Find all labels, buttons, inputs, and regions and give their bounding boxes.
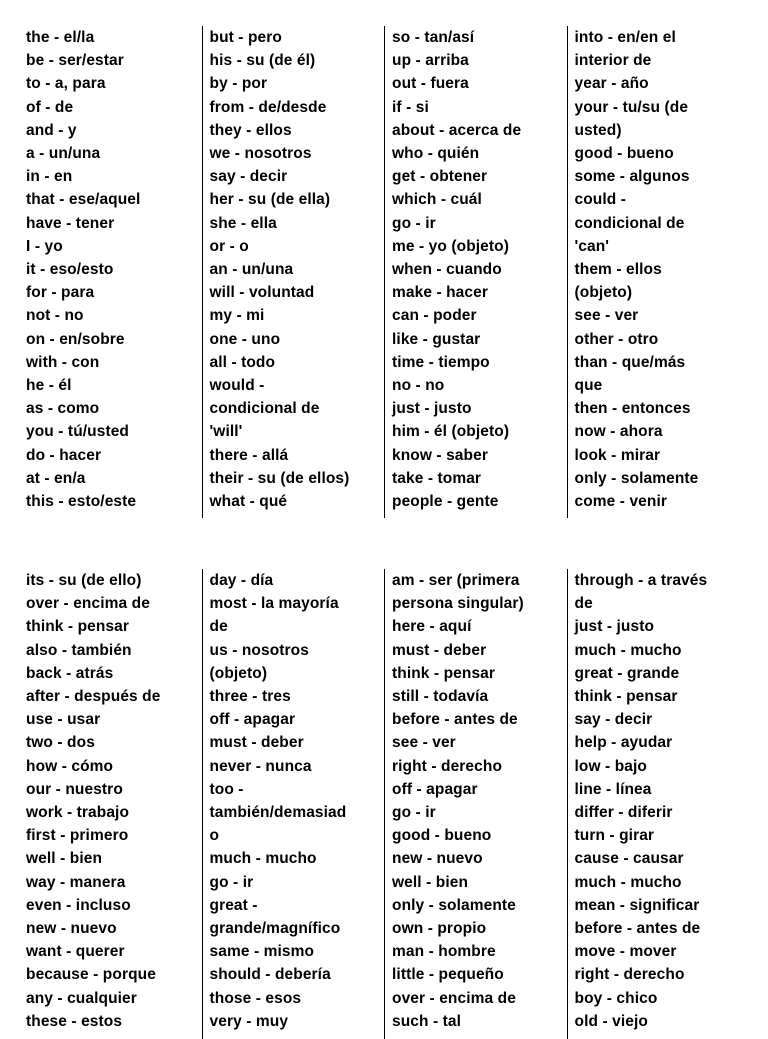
vocabulary-entry: be - ser/estar bbox=[26, 52, 124, 70]
vocabulary-entry: an - un/una bbox=[209, 261, 294, 279]
vocabulary-entry: them - ellos bbox=[574, 261, 662, 279]
vocabulary-entry: well - bien bbox=[392, 873, 469, 891]
vocabulary-column-3 bbox=[384, 569, 567, 1039]
vocabulary-entry: who - quién bbox=[392, 145, 480, 163]
vocabulary-entry: go - ir bbox=[209, 873, 254, 891]
vocabulary-entry: never - nunca bbox=[209, 757, 312, 775]
vocabulary-entry: interior de bbox=[574, 52, 652, 70]
vocabulary-entry: a - un/una bbox=[26, 145, 101, 163]
vocabulary-entry: no - no bbox=[392, 377, 445, 395]
vocabulary-column-1 bbox=[19, 569, 202, 1039]
vocabulary-entry: use - usar bbox=[26, 711, 101, 729]
vocabulary-entry: then - entonces bbox=[574, 400, 691, 418]
vocabulary-entry: or - o bbox=[209, 237, 249, 255]
vocabulary-entry: have - tener bbox=[26, 214, 115, 232]
vocabulary-entry: his - su (de él) bbox=[209, 52, 316, 70]
vocabulary-entry: you - tú/usted bbox=[26, 423, 130, 441]
vocabulary-entry: (objeto) bbox=[574, 284, 633, 302]
vocabulary-column-3 bbox=[384, 26, 567, 518]
vocabulary-entry: am - ser (primera bbox=[392, 572, 520, 589]
vocabulary-entry: que bbox=[574, 377, 603, 395]
vocabulary-entry: take - tomar bbox=[392, 469, 482, 487]
vocabulary-entry: such - tal bbox=[392, 1012, 462, 1030]
vocabulary-entry: line - línea bbox=[574, 780, 652, 798]
vocabulary-entry: differ - diferir bbox=[574, 804, 673, 822]
vocabulary-entry: man - hombre bbox=[392, 943, 496, 961]
vocabulary-entry: new - nuevo bbox=[392, 850, 483, 868]
vocabulary-entry: to - a, para bbox=[26, 75, 106, 93]
vocabulary-column-2 bbox=[202, 569, 385, 1039]
vocabulary-entry: same - mismo bbox=[209, 943, 315, 961]
vocabulary-entry: about - acerca de bbox=[392, 121, 522, 139]
vocabulary-entry: off - apagar bbox=[392, 780, 478, 798]
vocabulary-entry: I - yo bbox=[26, 237, 63, 255]
vocabulary-entry: good - bueno bbox=[574, 145, 674, 163]
vocabulary-entry: so - tan/así bbox=[392, 29, 475, 46]
vocabulary-block-2 bbox=[19, 569, 749, 1039]
vocabulary-entry: into - en/en el bbox=[574, 29, 676, 46]
vocabulary-entry: work - trabajo bbox=[26, 804, 130, 822]
vocabulary-entry: out - fuera bbox=[392, 75, 469, 93]
vocabulary-entry: as - como bbox=[26, 400, 100, 418]
vocabulary-entry: and - y bbox=[26, 121, 77, 139]
vocabulary-entry: back - atrás bbox=[26, 664, 114, 682]
vocabulary-entry: way - manera bbox=[26, 873, 126, 891]
vocabulary-entry: look - mirar bbox=[574, 446, 661, 464]
vocabulary-entry: year - año bbox=[574, 75, 649, 93]
vocabulary-entry: much - mucho bbox=[209, 850, 317, 868]
vocabulary-entry: de bbox=[209, 618, 228, 636]
vocabulary-entry: persona singular) bbox=[392, 595, 524, 613]
vocabulary-entry: not - no bbox=[26, 307, 84, 325]
vocabulary-entry: right - derecho bbox=[574, 966, 685, 984]
vocabulary-entry: when - cuando bbox=[392, 261, 502, 279]
vocabulary-entry: our - nuestro bbox=[26, 780, 123, 798]
vocabulary-entry: that - ese/aquel bbox=[26, 191, 141, 209]
vocabulary-entry: great - bbox=[209, 896, 258, 914]
vocabulary-entry: some - algunos bbox=[574, 168, 690, 186]
vocabulary-entry: other - otro bbox=[574, 330, 659, 348]
vocabulary-entry: him - él (objeto) bbox=[392, 423, 510, 441]
vocabulary-entry: also - también bbox=[26, 641, 132, 659]
vocabulary-entry: they - ellos bbox=[209, 121, 292, 139]
vocabulary-entry: three - tres bbox=[209, 688, 291, 706]
vocabulary-entry: well - bien bbox=[26, 850, 103, 868]
vocabulary-entry: still - todavía bbox=[392, 688, 489, 706]
vocabulary-entry: two - dos bbox=[26, 734, 95, 752]
vocabulary-entry: over - encima de bbox=[392, 989, 516, 1007]
vocabulary-entry: can - poder bbox=[392, 307, 477, 325]
vocabulary-entry: for - para bbox=[26, 284, 95, 302]
vocabulary-entry: he - él bbox=[26, 377, 72, 395]
vocabulary-entry: boy - chico bbox=[574, 989, 658, 1007]
vocabulary-entry: do - hacer bbox=[26, 446, 102, 464]
vocabulary-entry: if - si bbox=[392, 98, 429, 116]
vocabulary-entry: but - pero bbox=[209, 29, 282, 46]
vocabulary-entry: before - antes de bbox=[392, 711, 518, 729]
vocabulary-entry: this - esto/este bbox=[26, 493, 137, 511]
vocabulary-entry: by - por bbox=[209, 75, 268, 93]
vocabulary-entry: day - día bbox=[209, 572, 274, 589]
vocabulary-entry: también/demasiad bbox=[209, 804, 347, 822]
vocabulary-entry: time - tiempo bbox=[392, 353, 490, 371]
vocabulary-entry: off - apagar bbox=[209, 711, 296, 729]
vocabulary-entry: low - bajo bbox=[574, 757, 647, 775]
vocabulary-entry: my - mi bbox=[209, 307, 265, 325]
vocabulary-entry: want - querer bbox=[26, 943, 125, 961]
vocabulary-entry: up - arriba bbox=[392, 52, 469, 70]
vocabulary-entry: those - esos bbox=[209, 989, 302, 1007]
vocabulary-entry: think - pensar bbox=[574, 688, 678, 706]
vocabulary-entry: know - saber bbox=[392, 446, 488, 464]
vocabulary-entry: move - mover bbox=[574, 943, 677, 961]
vocabulary-entry: through - a través bbox=[574, 572, 708, 589]
vocabulary-entry: new - nuevo bbox=[26, 920, 117, 938]
vocabulary-entry: your - tu/su (de bbox=[574, 98, 689, 116]
vocabulary-entry: only - solamente bbox=[392, 896, 516, 914]
vocabulary-entry: turn - girar bbox=[574, 827, 655, 845]
vocabulary-entry: at - en/a bbox=[26, 469, 86, 487]
vocabulary-entry: (objeto) bbox=[209, 664, 268, 682]
vocabulary-entry: too - bbox=[209, 780, 244, 798]
vocabulary-entry: good - bueno bbox=[392, 827, 492, 845]
vocabulary-entry: think - pensar bbox=[392, 664, 496, 682]
vocabulary-entry: in - en bbox=[26, 168, 73, 186]
vocabulary-entry: people - gente bbox=[392, 493, 499, 511]
vocabulary-entry: 'will' bbox=[209, 423, 243, 441]
vocabulary-entry: great - grande bbox=[574, 664, 680, 682]
vocabulary-entry: which - cuál bbox=[392, 191, 482, 209]
vocabulary-entry: own - propio bbox=[392, 920, 487, 938]
vocabulary-entry: just - justo bbox=[392, 400, 472, 418]
vocabulary-column-4 bbox=[567, 26, 750, 518]
vocabulary-entry: must - deber bbox=[209, 734, 304, 752]
vocabulary-entry: usted) bbox=[574, 121, 622, 139]
vocabulary-entry: grande/magnífico bbox=[209, 920, 341, 938]
vocabulary-entry: from - de/desde bbox=[209, 98, 327, 116]
vocabulary-entry: like - gustar bbox=[392, 330, 481, 348]
vocabulary-entry: mean - significar bbox=[574, 896, 700, 914]
vocabulary-entry: think - pensar bbox=[26, 618, 130, 636]
vocabulary-entry: must - deber bbox=[392, 641, 487, 659]
vocabulary-entry: us - nosotros bbox=[209, 641, 309, 659]
vocabulary-entry: should - debería bbox=[209, 966, 331, 984]
vocabulary-entry: on - en/sobre bbox=[26, 330, 125, 348]
vocabulary-entry: it - eso/esto bbox=[26, 261, 114, 279]
vocabulary-entry: much - mucho bbox=[574, 873, 682, 891]
vocabulary-entry: than - que/más bbox=[574, 353, 686, 371]
vocabulary-entry: see - ver bbox=[574, 307, 639, 325]
vocabulary-entry: their - su (de ellos) bbox=[209, 469, 350, 487]
vocabulary-entry: help - ayudar bbox=[574, 734, 673, 752]
vocabulary-entry: come - venir bbox=[574, 493, 668, 511]
vocabulary-entry: will - voluntad bbox=[209, 284, 315, 302]
vocabulary-entry: she - ella bbox=[209, 214, 277, 232]
vocabulary-entry: because - porque bbox=[26, 966, 156, 984]
vocabulary-entry: make - hacer bbox=[392, 284, 488, 302]
vocabulary-entry: condicional de bbox=[209, 400, 320, 418]
vocabulary-entry: just - justo bbox=[574, 618, 655, 636]
vocabulary-entry: de bbox=[574, 595, 593, 613]
vocabulary-column-4 bbox=[567, 569, 750, 1039]
vocabulary-entry: over - encima de bbox=[26, 595, 150, 613]
vocabulary-entry: could - bbox=[574, 191, 626, 209]
vocabulary-entry: any - cualquier bbox=[26, 989, 137, 1007]
vocabulary-entry: the - el/la bbox=[26, 29, 95, 46]
vocabulary-entry: condicional de bbox=[574, 214, 685, 232]
vocabulary-entry: these - estos bbox=[26, 1012, 123, 1030]
vocabulary-entry: me - yo (objeto) bbox=[392, 237, 509, 255]
vocabulary-entry: little - pequeño bbox=[392, 966, 504, 984]
vocabulary-column-2 bbox=[202, 26, 385, 518]
vocabulary-entry: here - aquí bbox=[392, 618, 472, 636]
vocabulary-entry: cause - causar bbox=[574, 850, 684, 868]
vocabulary-entry: go - ir bbox=[392, 214, 436, 232]
vocabulary-entry: of - de bbox=[26, 98, 74, 116]
vocabulary-entry: first - primero bbox=[26, 827, 129, 845]
vocabulary-entry: now - ahora bbox=[574, 423, 663, 441]
vocabulary-entry: very - muy bbox=[209, 1012, 289, 1030]
vocabulary-entry: much - mucho bbox=[574, 641, 682, 659]
vocabulary-entry: with - con bbox=[26, 353, 100, 371]
vocabulary-entry: how - cómo bbox=[26, 757, 114, 775]
vocabulary-entry: see - ver bbox=[392, 734, 456, 752]
vocabulary-entry: all - todo bbox=[209, 353, 276, 371]
vocabulary-entry: o bbox=[209, 827, 220, 845]
vocabulary-entry: old - viejo bbox=[574, 1012, 648, 1030]
vocabulary-entry: its - su (de ello) bbox=[26, 572, 142, 589]
vocabulary-entry: we - nosotros bbox=[209, 145, 312, 163]
vocabulary-entry: before - antes de bbox=[574, 920, 701, 938]
vocabulary-entry: there - allá bbox=[209, 446, 289, 464]
vocabulary-entry: say - decir bbox=[574, 711, 653, 729]
vocabulary-entry: only - solamente bbox=[574, 469, 699, 487]
vocabulary-column-1 bbox=[19, 26, 202, 518]
vocabulary-entry: get - obtener bbox=[392, 168, 488, 186]
vocabulary-entry: go - ir bbox=[392, 804, 436, 822]
vocabulary-entry: one - uno bbox=[209, 330, 281, 348]
vocabulary-entry: most - la mayoría bbox=[209, 595, 339, 613]
vocabulary-entry: would - bbox=[209, 377, 265, 395]
vocabulary-entry: after - después de bbox=[26, 688, 161, 706]
vocabulary-entry: right - derecho bbox=[392, 757, 503, 775]
vocabulary-entry: her - su (de ella) bbox=[209, 191, 331, 209]
vocabulary-block-1 bbox=[19, 26, 749, 518]
vocabulary-entry: say - decir bbox=[209, 168, 288, 186]
vocabulary-entry: even - incluso bbox=[26, 896, 131, 914]
vocabulary-entry: what - qué bbox=[209, 493, 288, 511]
vocabulary-entry: 'can' bbox=[574, 237, 610, 255]
